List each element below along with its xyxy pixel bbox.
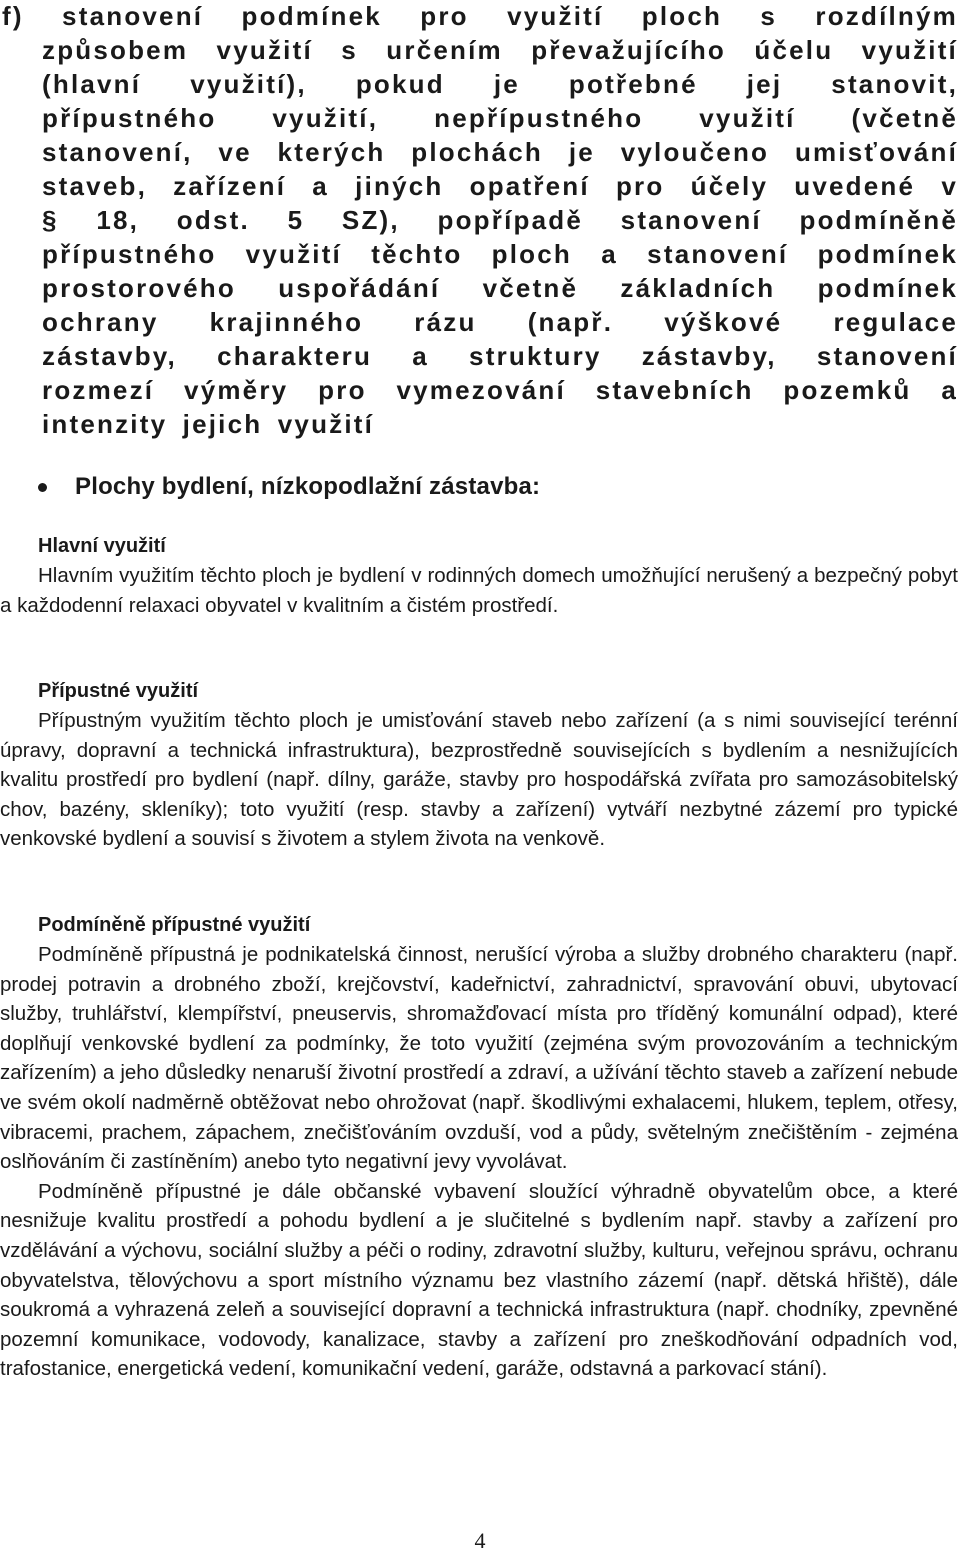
paragraph: Hlavním využitím těchto ploch je bydlení v rodinných domech umožňující nerušený a bezpečný pobyt a každodenní relaxaci obyvatel v kvalitním a čistém prostředí.: [0, 564, 958, 617]
heading-line: staveb, zařízení a jiných opatření pro účely uvedené v: [42, 171, 958, 201]
paragraph: Přípustným využitím těchto ploch je umisťování staveb nebo zařízení (a s nimi související terénní úpravy, dopravní a technická infrastruktura), bezprostředně souvisejících s bydlením a nesnižujících kvalitu prostředí pro bydlení (např. dílny, garáže, stavby pro hospodářská zvířata pro samozásobitelský chov, bazény, skleníky); toto využití (resp. stavby a zařízení) vytváří nezbytné zázemí pro typické venkovské bydlení a souvisí s životem a stylem života na venkově.: [0, 709, 958, 851]
heading-line: (hlavní využití), pokud je potřebné jej stanovit,: [42, 69, 958, 99]
heading-line: přípustného využití, nepřípustného využití (včetně: [42, 103, 958, 133]
bullet-item: [38, 470, 540, 504]
heading-line: zástavby, charakteru a struktury zástavby, stanovení: [42, 341, 958, 371]
section-title: Podmíněně přípustné využití: [38, 914, 311, 936]
heading-line: f) stanovení podmínek pro využití ploch s rozdílným: [2, 1, 958, 31]
section-pripustne-vyuziti: [0, 676, 958, 854]
heading-line: způsobem využití s určením převažujícího účelu využití: [42, 35, 958, 65]
paragraph: Podmíněně přípustné je dále občanské vybavení sloužící výhradně obyvatelům obce, a které nesnižuje kvalitu prostředí a pohodu bydlení a je slučitelné s bydlením např. stavby a zařízení pro vzdělávání a výchovu, sociální služby a péči o rodiny, zdravotní služby, kulturu, veřejnou správu, ochranu obyvatelstva, tělovýchovu a sport místního významu bez vlastního zázemí (např. dětská hřiště), dále soukromá a vyhrazená zeleň a související dopravní a technická infrastruktura (např. chodníky, zpevněné pozemní komunikace, vodovody, kanalizace, stavby a zařízení pro zneškodňování odpadních vod, trafostanice, energetická vedení, komunikační vedení, garáže, odstavná a parkovací stání).: [0, 1179, 958, 1381]
section-podminene-pripustne-vyuziti: [0, 910, 958, 1384]
section-title: Přípustné využití: [38, 680, 199, 702]
heading-line: intenzity jejich využití: [42, 409, 375, 439]
section-heading: [2, 0, 958, 441]
heading-line: § 18, odst. 5 SZ), popřípadě stanovení podmíněně: [42, 205, 958, 235]
heading-line: rozmezí výměry pro vymezování stavebních pozemků a: [42, 375, 958, 405]
bullet-dot-icon: [38, 483, 47, 492]
bullet-text: Plochy bydlení, nízkopodlažní zástavba:: [75, 473, 541, 500]
heading-line: prostorového uspořádání včetně základních podmínek: [42, 273, 958, 303]
page-number: 4: [474, 1528, 486, 1553]
heading-line: ochrany krajinného rázu (např. výškové regulace: [42, 307, 958, 337]
heading-line: přípustného využití těchto ploch a stanovení podmínek: [42, 239, 958, 269]
paragraph: Podmíněně přípustná je podnikatelská činnost, nerušící výroba a služby drobného charakteru (např. prodej potravin a drobného zboží, krejčovství, kadeřnictví, zahradnictví, spravování obuvi, ubytovací služby, truhlářství, klempířství, pneuservis, shromažďovací místa pro tříděný komunální odpad), které doplňují venkovské bydlení za podmínky, že toto využití (zejména svým provozováním a technickým zařízením) a jeho důsledky nenaruší životní prostředí a zdraví, a užívání těchto staveb a zařízení nebude ve svém okolí nadměrně obtěžovat nebo ohrožovat (např. škodlivými exhalacemi, hlukem, teplem, otřesy, vibracemi, prachem, zápachem, znečišťováním ovzduší, vod a půdy, světelným znečištěním - zejména oslňováním či zastíněním) anebo tyto negativní jevy vyvolávat.: [0, 943, 958, 1174]
section-hlavni-vyuziti: [0, 531, 958, 620]
heading-line: stanovení, ve kterých plochách je vyloučeno umisťování: [42, 137, 958, 167]
section-title: Hlavní využití: [38, 535, 166, 557]
